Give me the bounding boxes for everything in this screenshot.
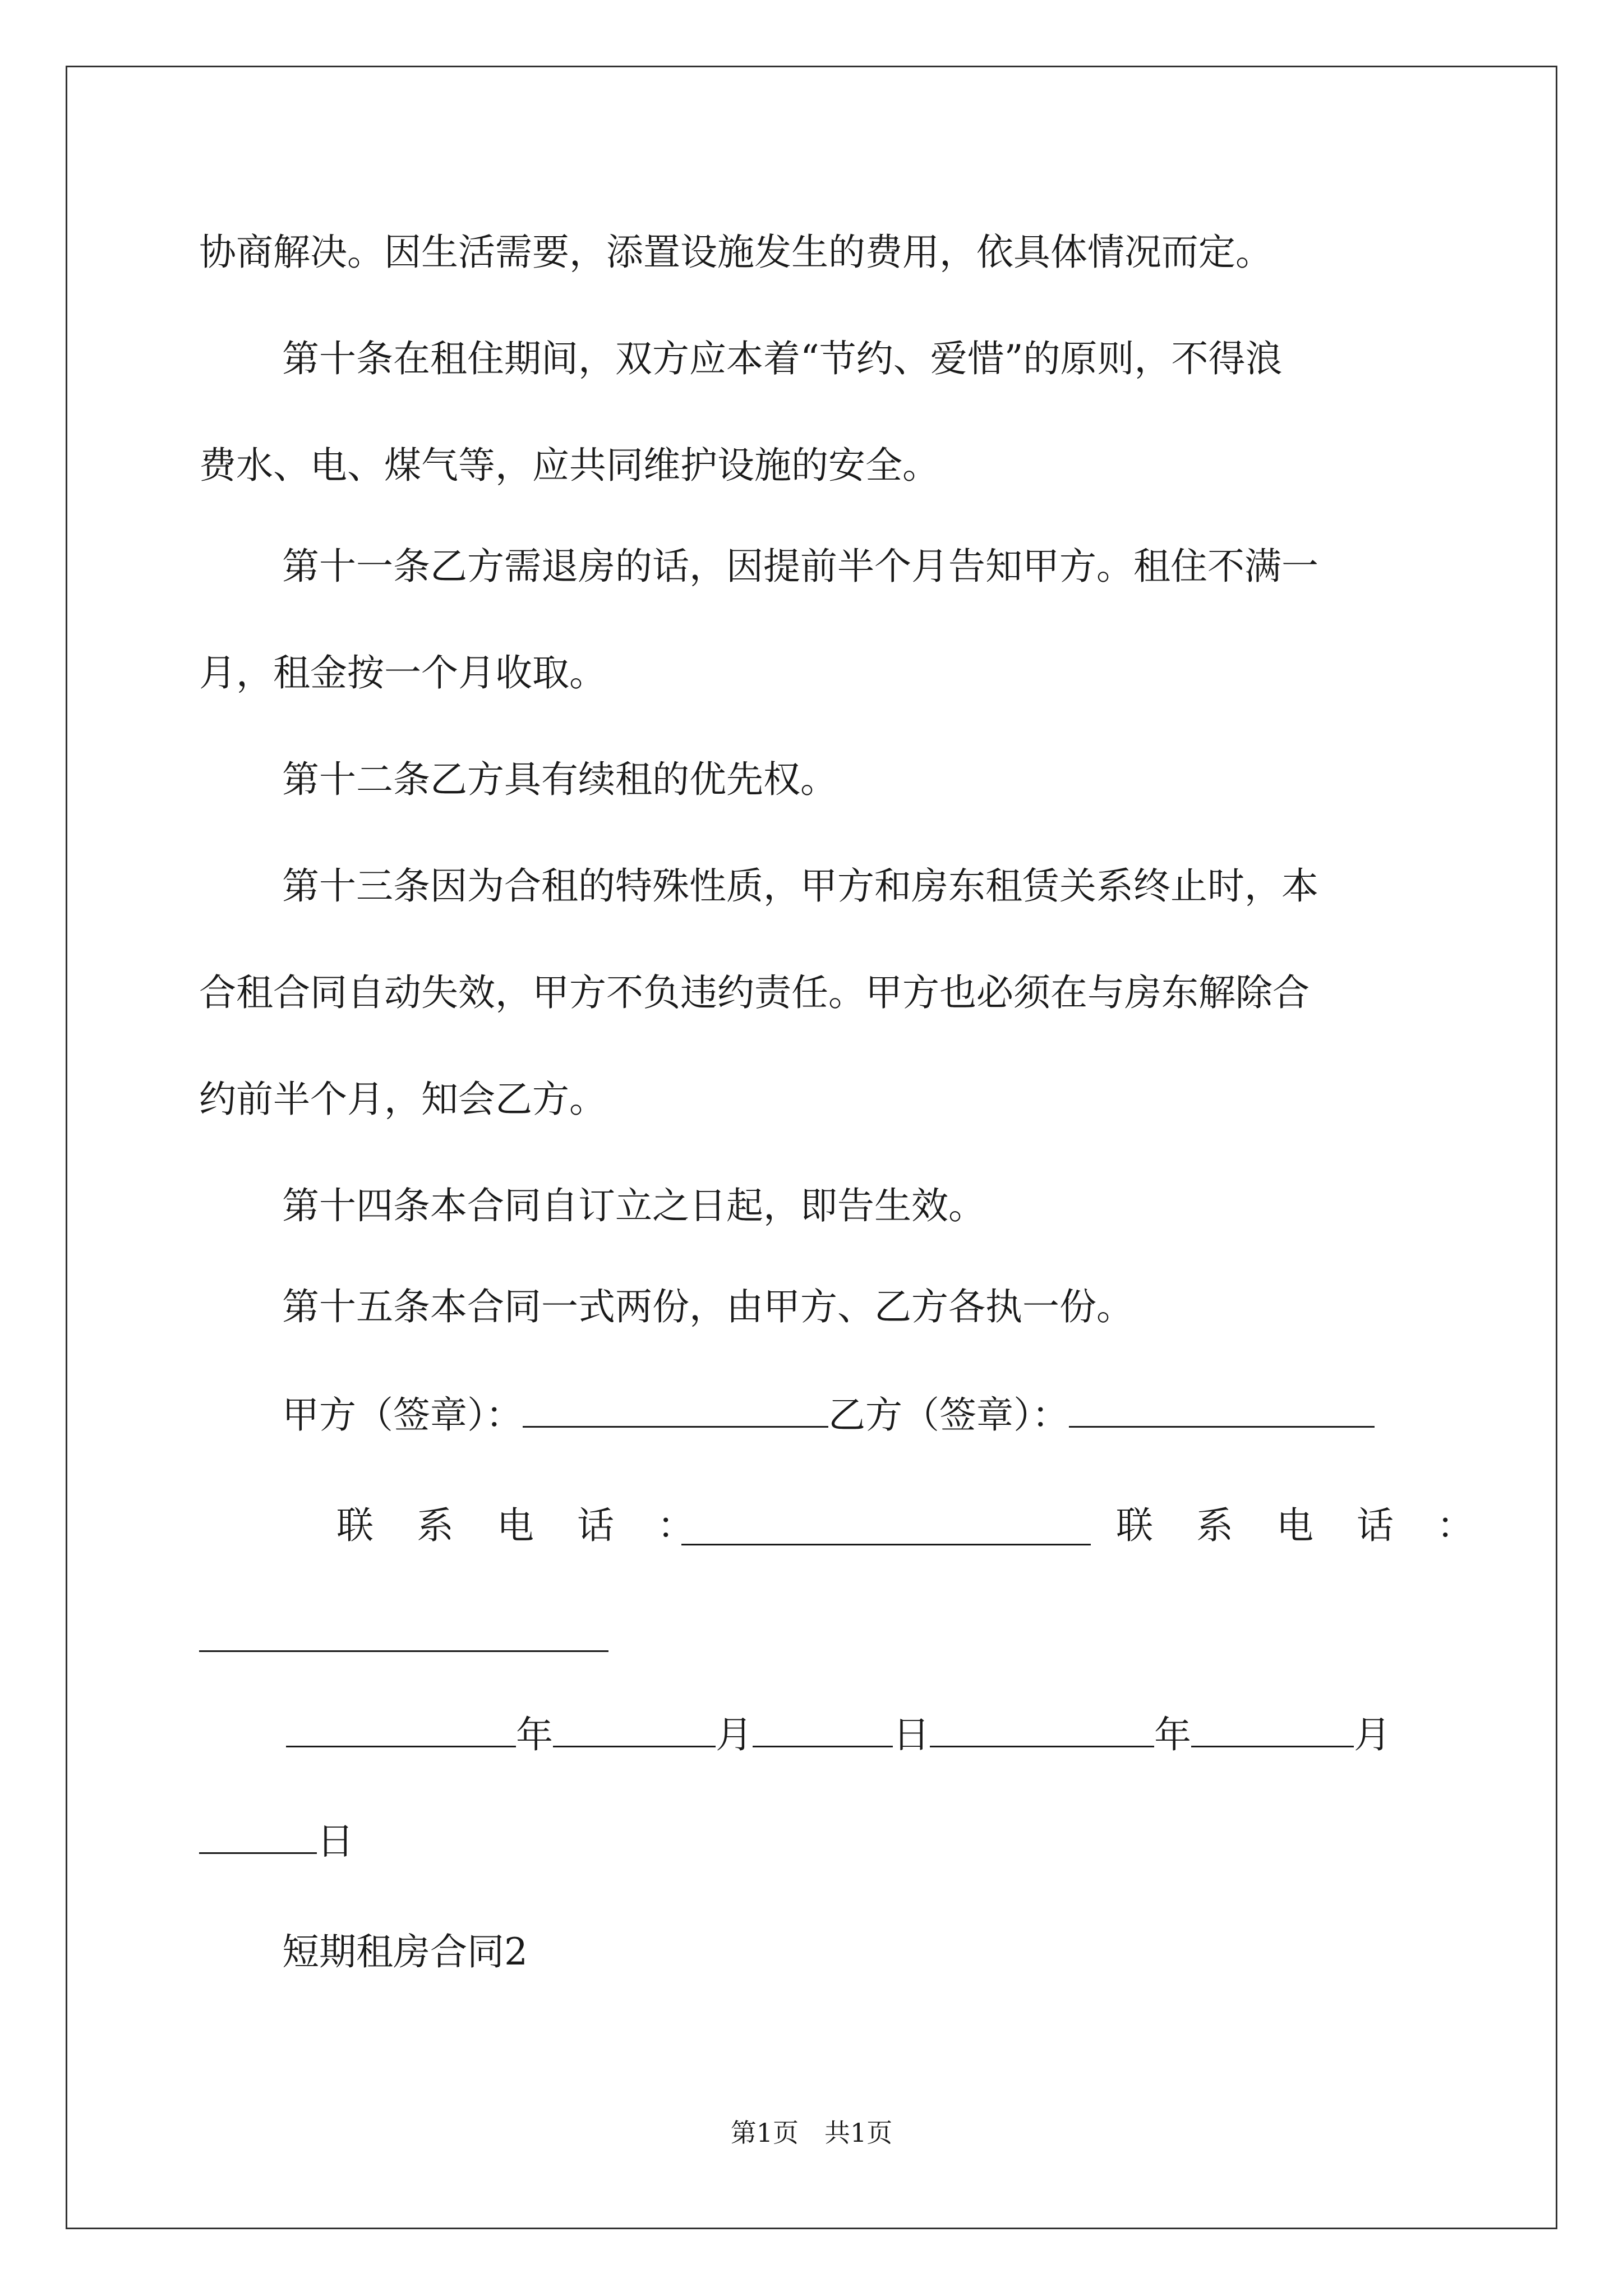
date-b-month-blank[interactable]	[1191, 1711, 1354, 1747]
date-a-year-blank[interactable]	[286, 1711, 516, 1747]
year-label: 年	[1154, 1713, 1191, 1756]
paragraph-line: 第十三条因为合租的特殊性质，甲方和房东租赁关系终止时，本	[282, 864, 1318, 908]
paragraph-line: 第十一条乙方需退房的话，因提前半个月告知甲方。租住不满一	[282, 545, 1318, 588]
year-label: 年	[516, 1713, 553, 1756]
date-b-day-blank[interactable]	[199, 1818, 317, 1854]
next-section-title: 短期租房合同2	[282, 1930, 528, 1973]
day-label: 日	[317, 1820, 354, 1863]
paragraph-line: 合租合同自动失效，甲方不负违约责任。甲方也必须在与房东解除合	[199, 971, 1310, 1014]
page-frame	[66, 66, 1557, 2229]
party-a-label: 甲方（签章）：	[282, 1393, 523, 1437]
paragraph-line: 第十五条本合同一式两份，由甲方、乙方各执一份。	[282, 1285, 1133, 1328]
paragraph-line: 月，租金按一个月收取。	[199, 651, 606, 694]
date-a-month-blank[interactable]	[553, 1711, 716, 1747]
paragraph-line: 费水、电、煤气等，应共同维护设施的安全。	[199, 444, 939, 487]
month-label: 月	[1354, 1713, 1391, 1756]
date-b-year-blank[interactable]	[930, 1711, 1154, 1747]
date-line-continued	[199, 1818, 354, 1864]
paragraph-line: 第十二条乙方具有续租的优先权。	[282, 758, 837, 801]
phone-a-label: 联 系 电 话 ：	[336, 1504, 710, 1547]
paragraph-line: 第十条在租住期间，双方应本着“节约、爱惜”的原则，不得浪	[282, 337, 1283, 380]
paragraph-line: 协商解决。因生活需要，添置设施发生的费用，依具体情况而定。	[199, 231, 1272, 274]
party-a-blank[interactable]	[523, 1391, 828, 1428]
date-line	[286, 1711, 1391, 1757]
day-label: 日	[893, 1713, 930, 1756]
paragraph-line: 第十四条本合同自订立之日起，即告生效。	[282, 1184, 985, 1227]
party-b-blank[interactable]	[1069, 1391, 1375, 1428]
party-b-label: 乙方（签章）：	[828, 1393, 1069, 1437]
phone-a-blank[interactable]	[681, 1509, 1091, 1545]
phone-b-label: 联 系 电 话 ：	[1116, 1504, 1490, 1547]
date-a-day-blank[interactable]	[753, 1711, 893, 1747]
month-label: 月	[716, 1713, 753, 1756]
phone-b-blank[interactable]	[199, 1616, 608, 1652]
signature-line	[282, 1391, 1375, 1438]
page-footer: 第1页 共1页	[730, 2118, 893, 2148]
paragraph-line: 约前半个月，知会乙方。	[199, 1078, 606, 1121]
